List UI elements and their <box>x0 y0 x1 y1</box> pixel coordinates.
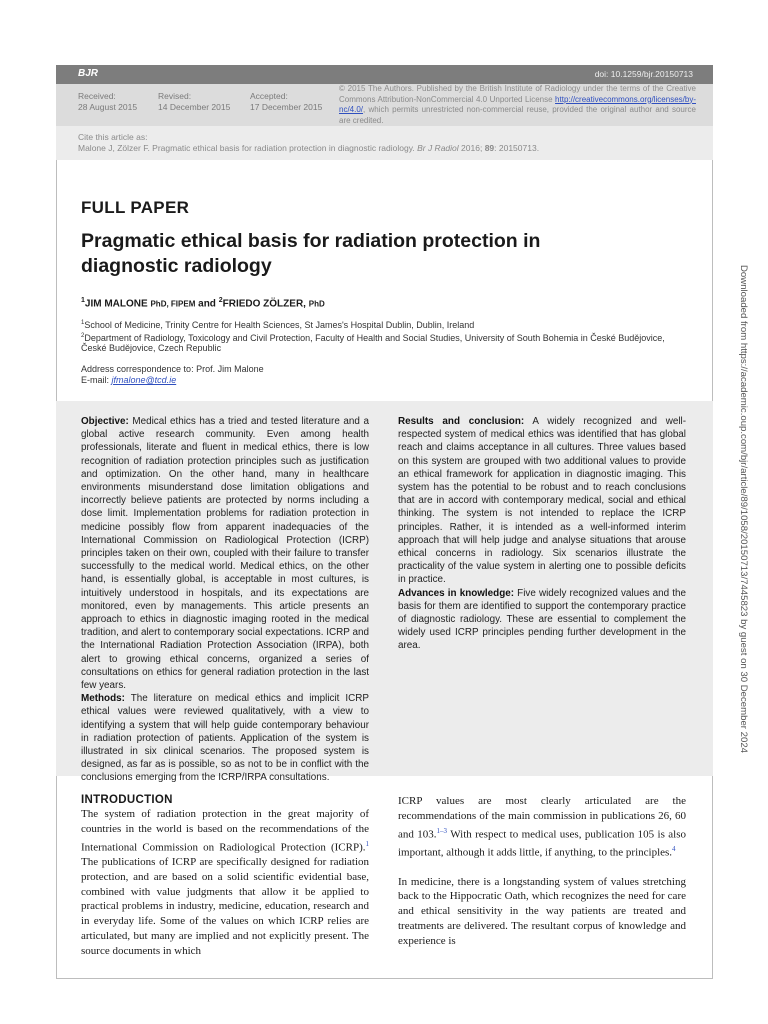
article-history <box>56 84 713 126</box>
methods-label: Methods: <box>81 693 125 705</box>
affiliation-2-text: Department of Radiology, Toxicology and Civil Protection, Faculty of Health and Social Studies, University of South Bohemia in České Budějovice, České Budějovice, Czech Republic <box>81 332 665 353</box>
email-link[interactable]: jfmalone@tcd.ie <box>111 375 177 385</box>
abstract-box <box>56 401 713 784</box>
ref-1[interactable]: 1 <box>365 839 369 848</box>
body-right-column <box>398 794 686 948</box>
author-2: FRIEDO ZÖLZER <box>222 298 304 310</box>
accepted-date: 17 December 2015 <box>250 102 323 112</box>
cite-year: 2016; <box>461 143 483 153</box>
ref-1-3[interactable]: 1–3 <box>436 826 448 835</box>
p1-part-a: The system of radiation protection in the great majority of countries in the world is based on the recommendations of the International Commission on Radiological Protection (ICRP). <box>81 808 369 854</box>
corr-label: Address correspondence to: <box>81 364 194 374</box>
body-paragraph-3: In medicine, there is a longstanding system of values stretching back to the Hippocratic Oath, which recognizes the need for care and ethical sensitivity in the way patients are treated and treatments are delivered. The resultant corpus of knowledge and experience is <box>398 875 686 947</box>
cite-journal: Br J Radiol <box>417 143 459 153</box>
objective-label: Objective: <box>81 416 129 427</box>
revised-date: 14 December 2015 <box>158 102 231 112</box>
cite-box <box>56 126 713 160</box>
author-line: $^1$JIM MALONE PhD, FIPEM and $^2$FRIEDO ZÖLZER, PhD <box>81 297 325 310</box>
revised-label: Revised: <box>158 91 192 101</box>
advances-label: Advances in knowledge: <box>398 587 515 599</box>
body-paragraph-2 <box>398 794 686 861</box>
body-paragraph-1 <box>81 807 369 959</box>
affiliation-1-text: School of Medicine, Trinity Centre for Health Sciences, St James's Hospital Dublin, Dublin, Ireland <box>84 320 475 330</box>
email-label: E-mail: <box>81 375 110 385</box>
affiliation-1: $^1$School of Medicine, Trinity Centre for Health Sciences, St James's Hospital Dublin, Dublin, Ireland <box>81 320 475 330</box>
article-title: Pragmatic ethical basis for radiation protection in diagnostic radiology <box>81 230 541 277</box>
received-date: 28 August 2015 <box>78 102 138 112</box>
accepted-block <box>250 91 322 113</box>
received-label: Received: <box>78 91 116 101</box>
download-note: Downloaded from https://academic.oup.com/bjr/article/89/1058/20150713/7445823 by guest on 30 December 2024 <box>738 265 749 753</box>
abstract-right-column <box>398 415 686 653</box>
doi-text[interactable]: doi: 10.1259/bjr.20150713 <box>594 69 693 79</box>
cite-body: Malone J, Zölzer F. Pragmatic ethical basis for radiation protection in diagnostic radiology. <box>78 143 415 153</box>
journal-name: BJR <box>78 68 99 79</box>
license-text: © 2015 The Authors. Published by the British Institute of Radiology under the terms of the Creative Commons Attribution-NonCommercial 4.0 Unported License <box>339 84 696 104</box>
results-text: A widely recognized and well-respected system of medical ethics was identified that has global reach and claims acceptance in all cultures. Three values based on this system are grouped with two additional values to provide an ethical framework for application in diagnostic imaging. This system has the potential to be robust and to reach conclusions that are in accord with contemporary medical, social and ethical thinking. The system is not intended to replace the ICRP principles. Rather, it is intended as a well-informed interim approach that will help judge and analyse situations that arouse ethical concerns in radiology. Six scenarios illustrate the practicality of the value system in alerting one to possible deficits in practice. <box>398 416 686 586</box>
abstract-left-column <box>81 415 369 785</box>
author-2-degrees: PhD <box>308 299 325 309</box>
affiliation-2: $^2$Department of Radiology, Toxicology and Civil Protection, Faculty of Health and Social Studies, University of South Bohemia in České Budějovice, České Budějovice, Czech Republic <box>81 332 665 353</box>
accepted-label: Accepted: <box>250 91 288 101</box>
p1-part-b: The publications of ICRP are specifically designed for radiation protection, and are based on a solid scientific evidential base, combined with value judgments that allow it be applied to practical problems in industry, medicine, education, research and in everyday life. Some of the values on which ICRP relies are articulated, but many are implied and not explicitly present. The source documents in which <box>81 856 369 957</box>
p2-part-a: ICRP values are most clearly articulated are the recommendations of the main commission in publications 26, 60 and 103. <box>398 795 686 841</box>
section-heading-introduction: INTRODUCTION <box>81 794 173 806</box>
p2-part-b: With respect to medical uses, publication 105 is also important, although it adds little, if anything, to the principles. <box>398 828 686 859</box>
ref-4[interactable]: 4 <box>672 845 676 854</box>
methods-text: The literature on medical ethics and implicit ICRP ethical values were reviewed qualitatively, with a view to identifying a system that will help guide contemporary behaviour in radiation protection of patients. Application of the system is illustrated in six clinical scenarios. The proposed system is designed, as far as is possible, so as not to be in conflict with the conclusions emerging from the ICRP/IRPA consultations. <box>81 693 369 784</box>
cite-label: Cite this article as: <box>78 132 148 142</box>
correspondence <box>81 364 264 386</box>
author-1-degrees: PhD, FIPEM <box>150 299 196 309</box>
cite-text <box>78 143 539 154</box>
body-left-column <box>81 794 369 959</box>
cite-pages: : 20150713. <box>494 143 540 153</box>
affiliations <box>81 318 681 354</box>
advances-text: Five widely recognized values and the basis for them are identified to support the contemporary practice of diagnostic radiology. These are essential to complement the widely used ICRP principles pending further development in the area. <box>398 587 686 652</box>
cite-volume: 89 <box>484 143 495 153</box>
received-block <box>78 91 137 113</box>
license-notice <box>339 84 696 126</box>
article-type: FULL PAPER <box>81 198 190 217</box>
license-link[interactable]: http://creativecommons.org/licenses/by-nc/4.0/ <box>339 94 696 114</box>
corr-name: Prof. Jim Malone <box>196 364 264 374</box>
author-1: JIM MALONE <box>84 298 148 310</box>
license-tail: , which permits unrestricted non-commercial reuse, provided the original author and source are credited. <box>339 105 696 125</box>
download-watermark <box>737 265 749 765</box>
author-and: and <box>198 298 216 310</box>
objective-text: Medical ethics has a tried and tested literature and a global active research community. Even among health professionals, literate and fluent in medical ethics, there is low recognition of radiation protection principles such as justification and optimization. On the other hand, many in healthcare environments misunderstand dose limitation obligations and incorrectly believe patients are protected by norms including a dose limit. Implementation problems for radiation protection in medicine possibly flow from apparent inadequacies of the International Commission on Radiological Protection (ICRP) principles taken on their own, coupled with their failure to transfer successfully to the medical world. Medical ethics, on the other hand, is essentially global, is acceptable in most cultures, is intuitively understood in hospitals, and its expectations are monitored, even by managements. This article presents an approach to ethics in diagnostic imaging rooted in the medical tradition, and alert to contemporary social expectations. ICRP and the International Radiation Protection Association (IRPA), both alert to growing ethical concerns, organized a series of consultations on ethics for general radiation protection in the last few years. <box>81 416 369 692</box>
journal-header-bar <box>56 65 713 84</box>
results-label: Results and conclusion: <box>398 416 525 427</box>
revised-block <box>158 91 230 113</box>
